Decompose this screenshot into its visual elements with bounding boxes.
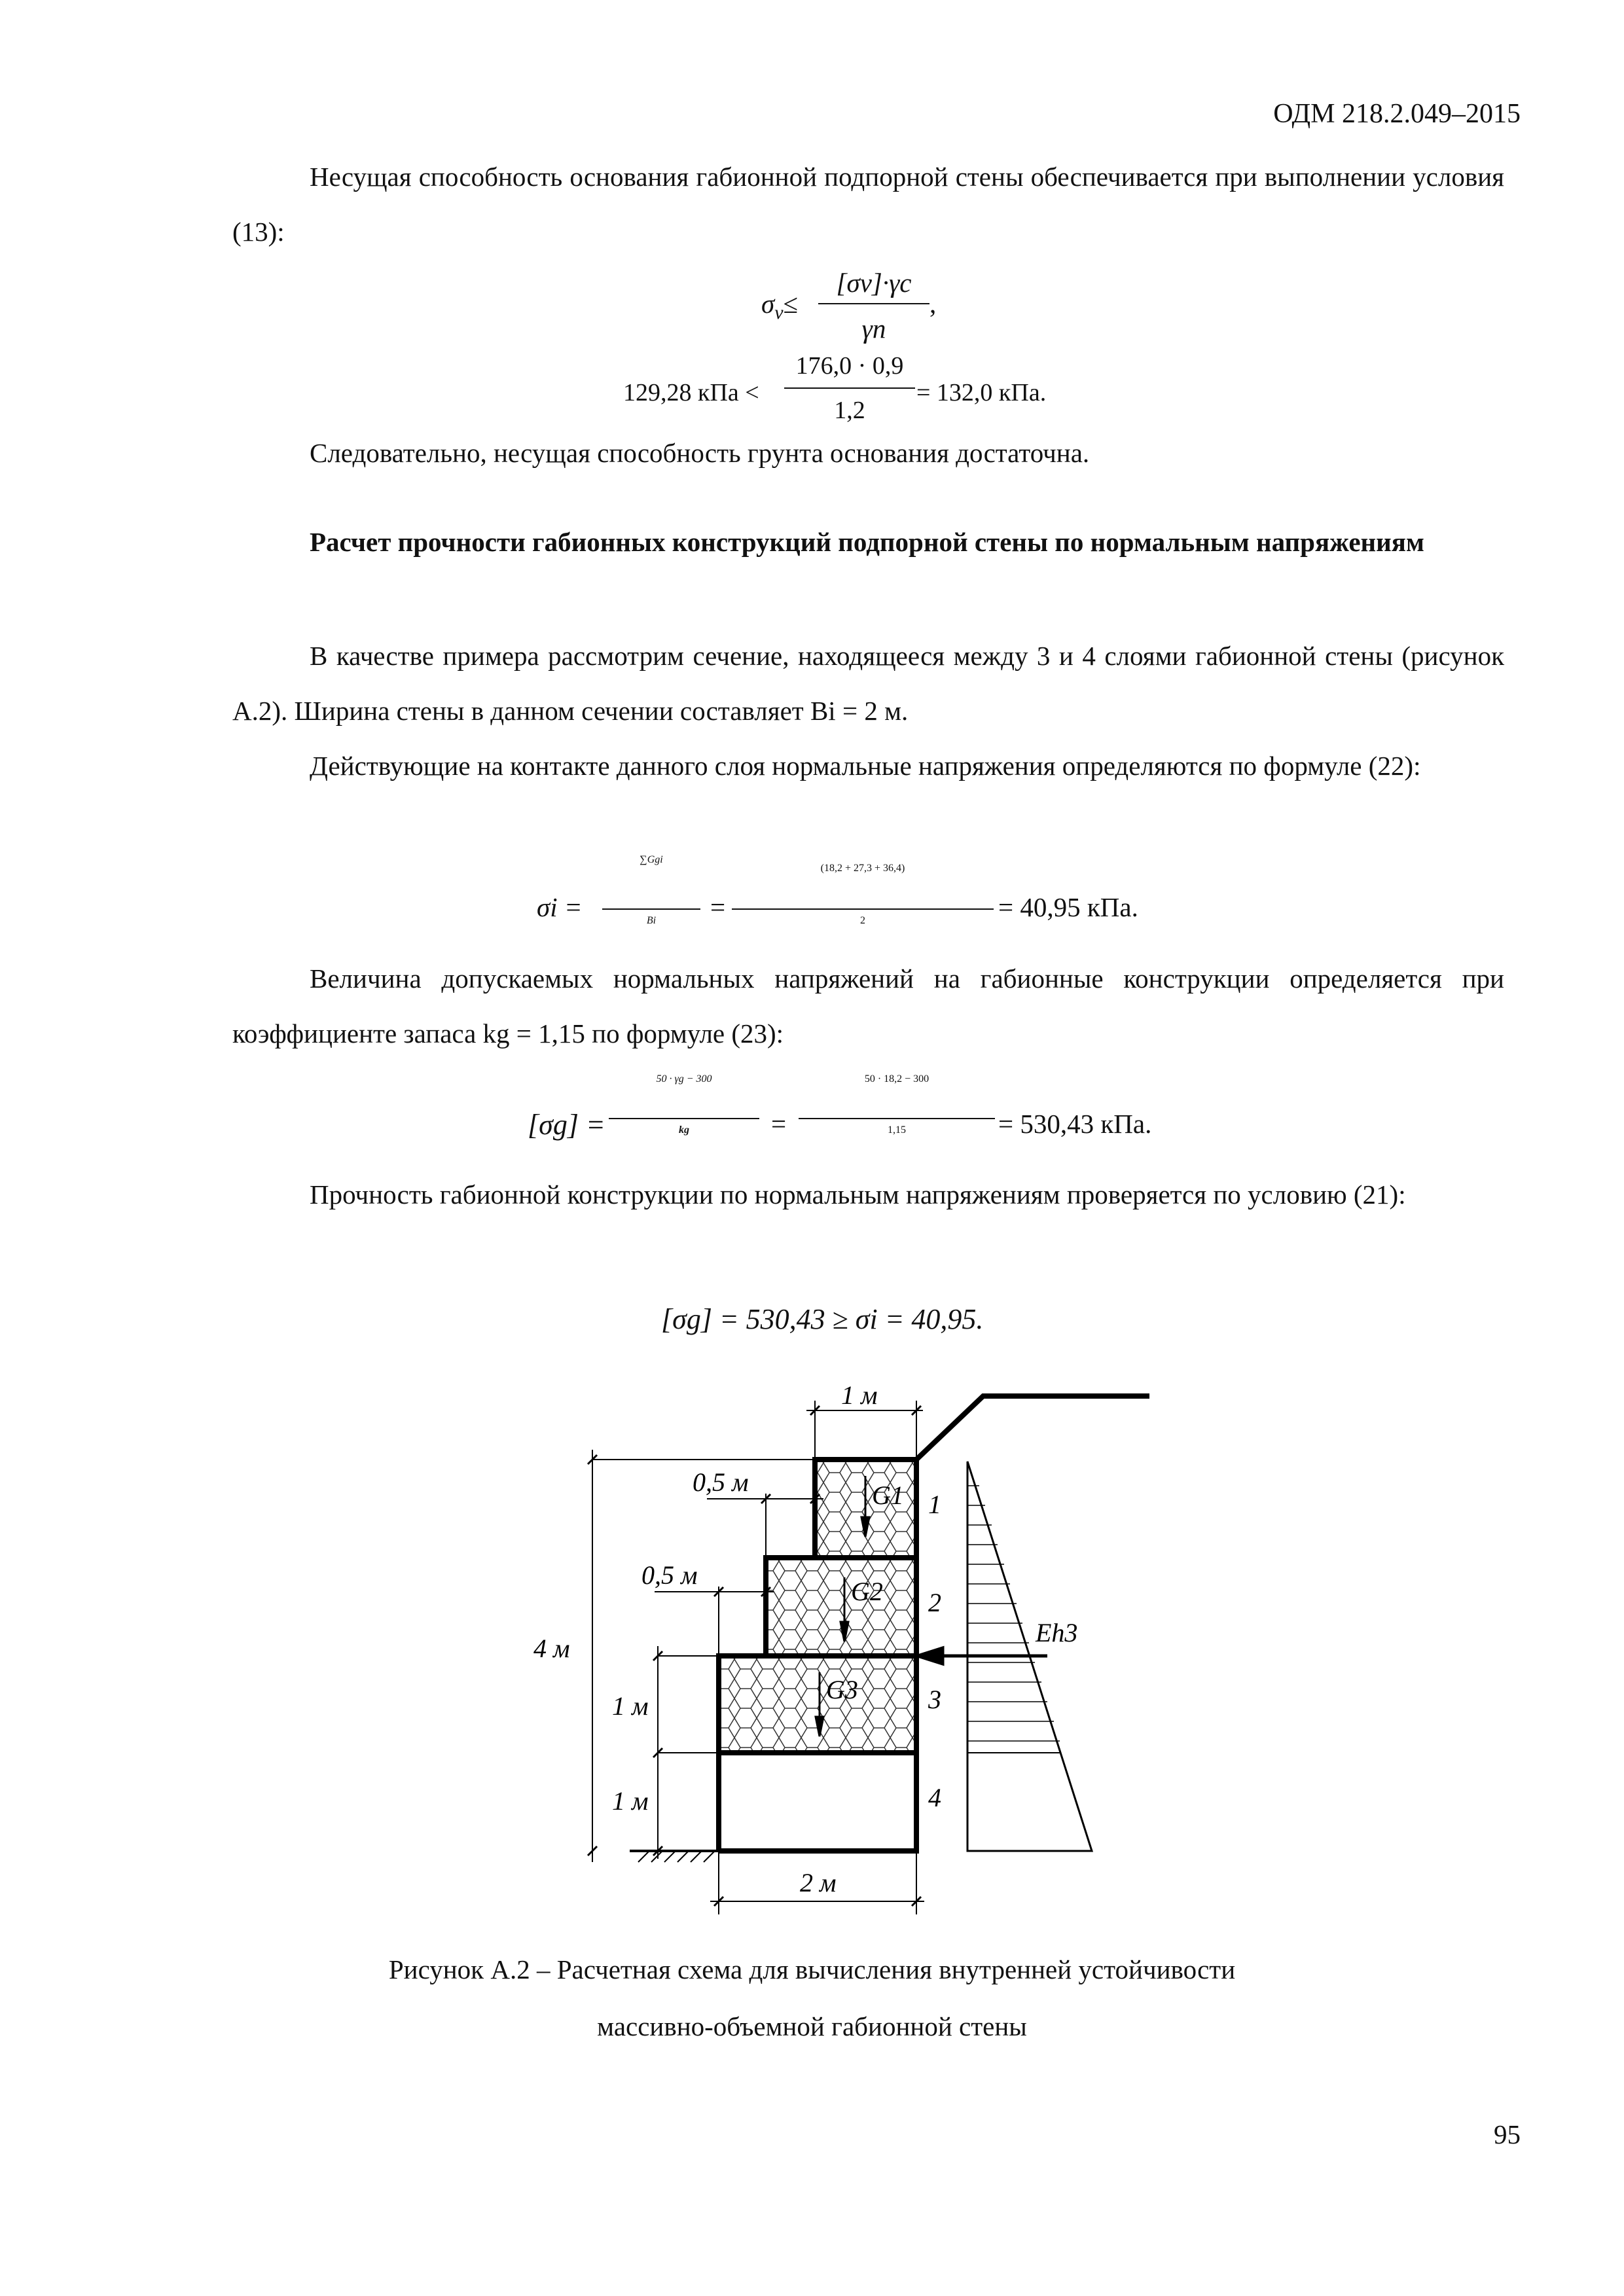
gabion-box-4: [719, 1753, 916, 1851]
label-step1: 0,5 м: [693, 1467, 749, 1497]
formula-21: [σg] = 530,43 ≥ σi = 40,95.: [661, 1303, 984, 1335]
document-code: ОДМ 218.2.049–2015: [1273, 99, 1521, 129]
paragraph-allowable-stress: Величина допускаемых нормальных напряжений на габионные конструкции определяется при коэффициенте запаса kg = 1,15 по формуле (23):: [232, 963, 1504, 1049]
backfill-surface: [916, 1396, 1149, 1460]
label-total-height: 4 м: [533, 1634, 570, 1663]
figure-caption-line-1: Рисунок А.2 – Расчетная схема для вычисления внутренней устойчивости: [388, 1954, 1236, 1984]
page-number: 95: [1494, 2119, 1521, 2149]
paragraph-strength-check: Прочность габионной конструкции по нормальным напряжениям проверяется по условию (21):: [310, 1179, 1406, 1210]
label-layer-4: 4: [928, 1783, 941, 1812]
label-step2: 0,5 м: [641, 1560, 698, 1590]
gabion-box-3: [719, 1656, 916, 1753]
label-top-width: 1 м: [841, 1380, 878, 1410]
paragraph-normal-stress: Действующие на контакте данного слоя нормальные напряжения определяются по формуле (22):: [310, 751, 1421, 781]
label-layer4-height: 1 м: [612, 1786, 649, 1816]
section-heading: Расчет прочности габионных конструкций подпорной стены по нормальным напряжениям: [310, 527, 1424, 557]
gabion-box-2: [766, 1558, 916, 1656]
label-layer-1: 1: [928, 1490, 941, 1519]
label-g2: G2: [851, 1577, 883, 1606]
paragraph-section-example: В качестве примера рассмотрим сечение, находящееся между 3 и 4 слоями габионной стены (рисунок А.2). Ширина стены в данном сечении составляет Bi = 2 м.: [232, 641, 1504, 726]
label-layer-3: 3: [928, 1685, 941, 1714]
paragraph-conclusion: Следовательно, несущая способность грунта основания достаточна.: [310, 438, 1090, 468]
label-g1: G1: [872, 1480, 904, 1510]
label-bottom-width: 2 м: [800, 1868, 837, 1897]
label-g3: G3: [826, 1675, 858, 1704]
label-layer3-height: 1 м: [612, 1691, 649, 1721]
paragraph-bearing-capacity: Несущая способность основания габионной подпорной стены обеспечивается при выполнении условия (13):: [232, 162, 1504, 247]
label-force: Eh3: [1036, 1618, 1078, 1647]
label-layer-2: 2: [928, 1588, 941, 1617]
figure-caption-line-2: массивно-объемной габионной стены: [597, 2011, 1027, 2041]
